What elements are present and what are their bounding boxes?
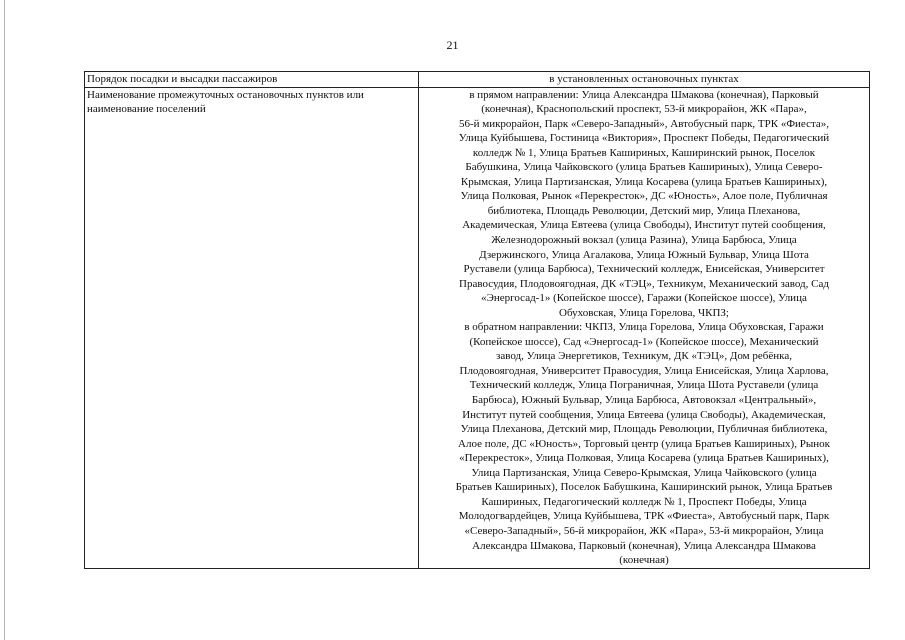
stops-list-line: в прямом направлении: Улица Александра Шмакова (конечная), Парковый [469,88,819,101]
stops-list-line: Улица Куйбышева, Гостиница «Виктория», Проспект Победы, Педагогический [458,132,830,145]
stops-list-line: Руставели (улица Барбюса), Технический колледж, Енисейская, Университет [463,263,825,276]
stops-row-label [85,87,419,568]
stops-list-line: Крымская, Улица Партизанская, Улица Косарева (улица Братьев Кашириных), [460,175,828,188]
stops-list-line: (конечная) [619,554,669,567]
stops-list-line: «Северо-Западный», 56-й микрорайон, ЖК «Пара», 53-й микрорайон, Улица [464,524,824,537]
stops-list-line: Улица Плеханова, Детский мир, Площадь Революции, Публичная библиотека, [460,423,828,436]
stops-list-line: в обратном направлении: ЧКПЗ, Улица Горелова, Улица Обуховская, Гаражи [464,321,824,334]
stops-list-text [421,88,867,568]
stops-list-line: Правосудия, Плодовоягодная, ДК «ТЭЦ», Техникум, Механический завод, Сад [459,277,829,290]
stops-list-line: «Перекресток», Улица Полковая, Улица Косарева (улица Братьев Кашириных), [459,452,829,465]
table-header-row [85,72,870,88]
row-label-text [87,88,416,117]
stops-list-line: завод, Улица Энергетиков, Техникум, ДК «ТЭЦ», Дом ребёнка, [496,350,792,363]
stops-list-line: Обуховская, Улица Горелова, ЧКПЗ; [559,306,729,319]
stops-list-line: колледж № 1, Улица Братьев Кашириных, Каширинский рынок, Поселок [472,146,816,159]
stops-list-line: Дзержинского, Улица Агалакова, Улица Южный Бульвар, Улица Шота [479,248,809,261]
stops-list-line: «Энергосад-1» (Копейское шоссе), Гаражи (Копейское шоссе), Улица [481,292,807,305]
stops-list-line: Кашириных, Педагогический колледж № 1, Проспект Победы, Улица [481,495,807,508]
row-label-line: наименование поселений [87,103,206,116]
stops-list-line: Улица Партизанская, Улица Северо-Крымская, Улица Чайковского (улица [471,466,817,479]
stops-list-line: Молодогвардейцев, Улица Куйбышева, ТРК «Фиеста», Автобусный парк, Парк [458,510,830,523]
stops-list-line: Технический колледж, Улица Пограничная, Улица Шота Руставели (улица [469,379,819,392]
stops-list-line: (Копейское шоссе), Сад «Энергосад-1» (Копейское шоссе), Механический [469,335,819,348]
scan-edge-line [4,0,5,640]
stops-list-line: Барбюса), Южный Бульвар, Улица Барбюса, Автовокзал «Центральный», [471,394,817,407]
boarding-order-value: в установленных остановочных пунктах [419,72,870,88]
table-row [85,87,870,568]
page-number: 21 [446,38,459,52]
stops-list-line: 56-й микрорайон, Парк «Северо-Западный», Автобусный парк, ТРК «Фиеста», [458,117,830,130]
stops-list-cell [419,87,870,568]
stops-list-line: Улица Полковая, Рынок «Перекресток», ДС «Юность», Алое поле, Публичная [460,190,828,203]
row-label-line: Наименование промежуточных остановочных пунктов или [87,88,364,101]
stops-list-line: Академическая, Улица Евтеева (улица Свободы), Институт путей сообщения, [462,219,826,232]
stops-list-line: Братьев Кашириных), Поселок Бабушкина, Каширинский рынок, Улица Братьев [455,481,833,494]
boarding-order-header: Порядок посадки и высадки пассажиров [85,72,419,88]
stops-list-line: (конечная), Краснопольский проспект, 53-й микрорайон, ЖК «Пара», [481,103,807,116]
stops-list-line: Железнодорожный вокзал (улица Разина), Улица Барбюса, Улица [491,234,797,247]
stops-list-line: Институт путей сообщения, Улица Евтеева (улица Свободы), Академическая, [462,408,826,421]
stops-list-line: Алое поле, ДС «Юность», Торговый центр (улица Братьев Кашириных), Рынок [458,437,830,450]
stops-list-line: библиотека, Площадь Революции, Детский мир, Улица Плеханова, [487,204,801,217]
route-stops-table [84,71,870,569]
stops-list-line: Бабушкина, Улица Чайковского (улица Братьев Кашириных), Улица Северо- [465,161,823,174]
stops-list-line: Александра Шмакова, Парковый (конечная), Улица Александра Шмакова [472,539,816,552]
stops-list-line: Плодовоягодная, Университет Правосудия, Улица Енисейская, Улица Харлова, [459,364,829,377]
